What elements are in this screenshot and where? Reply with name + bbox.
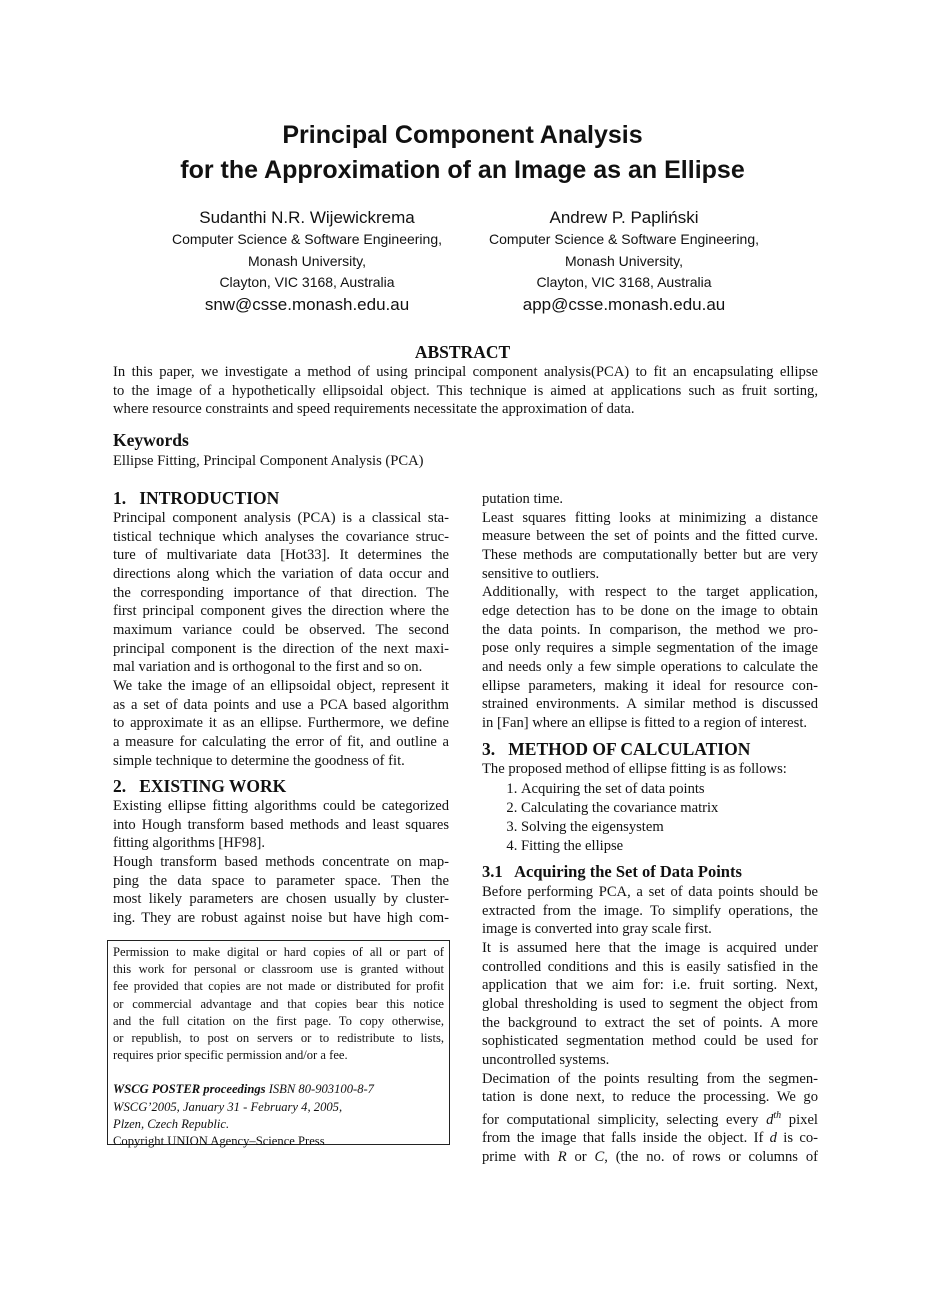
text-line: most likely parameters are chosen usually by cluster- — [113, 891, 449, 908]
method-intro — [482, 760, 818, 779]
text-line: in [Fan] where an ellipse is fitted to a region of interest. — [482, 714, 808, 731]
copyright-notice-box — [107, 940, 450, 1149]
text-line: to the image of a hypothetically ellipsoidal object. This technique is aimed at applications such as fruit sorting, — [113, 382, 818, 399]
notice-line: fee provided that copies are not made or distributed for profit — [113, 979, 444, 994]
text-line: simple technique to determine the goodness of fit. — [113, 752, 405, 769]
section-heading-method: 3. METHOD OF CALCULATION — [482, 739, 751, 759]
text-line: into Hough transform based methods and least squares — [113, 816, 449, 833]
method-step: 1. Acquiring the set of data points — [521, 780, 718, 799]
paper-title-line-2: for the Approximation of an Image as an Ellipse — [180, 156, 745, 184]
subsection-heading-acquiring: 3.1 Acquiring the Set of Data Points — [482, 862, 742, 881]
text-line: We take the image of an ellipsoidal object, represent it — [113, 677, 449, 694]
text-line: Additionally, with respect to the target application, — [482, 584, 818, 601]
text-segment: , (the no. of rows or columns of — [604, 1149, 818, 1166]
text-line: application that we aim for: i.e. fruit sorting. Next, — [482, 977, 818, 994]
notice-line: this work for personal or classroom use is granted without — [113, 962, 444, 977]
text-line: mal variation and is orthogonal to the first and so on. — [113, 659, 423, 676]
text-line — [482, 1129, 818, 1148]
author-name: Sudanthi N.R. Wijewickrema — [199, 208, 415, 227]
acquiring-body — [482, 883, 818, 1167]
text-line: These methods are computationally better but are very — [482, 546, 818, 563]
text-line: Ellipse Fitting, Principal Component Analysis (PCA) — [113, 453, 424, 469]
author-email: snw@csse.monash.edu.au — [204, 294, 410, 314]
text-line: ellipse parameters, making it ideal for resource con- — [482, 677, 818, 694]
text-line: In this paper, we investigate a method of using principal component analysis(PCA) to fit an encapsulating ellipse — [113, 364, 818, 380]
text-line: first principal component gives the direction where the — [113, 603, 449, 620]
notice-line: or republish, to post on servers or to redistribute to lists, — [113, 1031, 444, 1046]
text-line: ing. They are robust against noise but have high com- — [113, 909, 449, 926]
existing-work-body — [113, 797, 449, 928]
text-line: uncontrolled systems. — [482, 1051, 610, 1068]
author-affiliation: Clayton, VIC 3168, Australia — [536, 274, 712, 290]
text-line: the background to extract the set of points. A more — [482, 1014, 818, 1031]
text-segment: pixel — [781, 1111, 818, 1128]
text-line: sophisticated segmentation method could be used for — [482, 1033, 818, 1050]
text-line: maximum variance could be observed. The second — [113, 621, 449, 638]
text-segment: prime with — [482, 1149, 558, 1166]
text-line: Principal component analysis (PCA) is a classical sta- — [113, 510, 449, 526]
text-line: global thresholding is used to segment the object from — [482, 995, 818, 1012]
notice-line: Permission to make digital or hard copies of all or part of — [113, 945, 444, 959]
text-line: extracted from the image. To simplify operations, the — [482, 902, 818, 919]
author-affiliation: Computer Science & Software Engineering, — [171, 231, 443, 247]
conference-dates: WSCG’2005, January 31 - February 4, 2005, — [113, 1099, 343, 1114]
text-line — [482, 1148, 818, 1167]
method-step: 3. Solving the eigensystem — [521, 818, 718, 837]
method-step: 2. Calculating the covariance matrix — [521, 799, 718, 818]
text-line: controlled conditions and this is easily satisfied in the — [482, 958, 818, 975]
text-line: edge detection has to be done on the image to obtain — [482, 602, 818, 619]
keywords-heading: Keywords — [113, 430, 189, 450]
text-line: the corresponding importance of that direction. The — [113, 584, 449, 601]
text-line: strained environments. A similar method is discussed — [482, 696, 818, 713]
author-affiliation: Clayton, VIC 3168, Australia — [219, 274, 395, 290]
introduction-body — [113, 509, 449, 770]
notice-line: requires prior specific permission and/or a fee. — [113, 1048, 348, 1063]
text-line: The proposed method of ellipse fitting is as follows: — [482, 761, 787, 777]
abstract-body — [113, 363, 818, 419]
math-symbol: d — [766, 1111, 774, 1128]
section-heading-introduction: 1. INTRODUCTION — [113, 488, 280, 508]
text-line: putation time. — [482, 491, 564, 507]
text-line: pose only requires a simple segmentation of the image — [482, 640, 818, 657]
conference-location: Plzen, Czech Republic. — [113, 1116, 230, 1131]
text-line: and needs only a few simple operations to calculate the — [482, 658, 818, 675]
text-line: ture of multivariate data [Hot33]. It determines the — [113, 547, 449, 564]
method-steps-list — [482, 780, 718, 856]
text-segment: or — [566, 1149, 595, 1166]
section-heading-existing-work: 2. EXISTING WORK — [113, 776, 287, 796]
author-affiliation: Computer Science & Software Engineering, — [488, 231, 760, 247]
author-block-2 — [459, 207, 789, 316]
text-line: measure between the set of points and the fitted curve. — [482, 528, 818, 545]
text-line: Hough transform based methods concentrate on map- — [113, 853, 449, 870]
notice-line: and the full citation on the first page. To copy otherwise, — [113, 1013, 444, 1028]
text-line: the data points. In comparison, the method we pro- — [482, 621, 818, 638]
text-line: Decimation of the points resulting from the segmen- — [482, 1070, 818, 1087]
text-line: ping the data space to parameter space. Then the — [113, 872, 449, 889]
author-affiliation: Monash University, — [564, 252, 683, 269]
text-segment: for computational simplicity, selecting every — [482, 1111, 767, 1128]
text-line: image is converted into gray scale first. — [482, 921, 712, 938]
text-line: sensitive to outliers. — [482, 565, 600, 582]
text-line: Before performing PCA, a set of data points should be — [482, 884, 818, 900]
keywords-body — [113, 452, 818, 471]
math-symbol: th — [773, 1109, 782, 1121]
math-symbol: d — [769, 1130, 777, 1147]
text-line: as a set of data points and use a PCA based algorithm — [113, 696, 449, 713]
text-segment: from the image that falls inside the object. If — [482, 1130, 770, 1147]
author-block-1 — [142, 207, 472, 316]
text-line: Existing ellipse fitting algorithms could be categorized — [113, 798, 449, 814]
text-line: tation is done next, to reduce the processing. We go — [482, 1089, 818, 1106]
author-name: Andrew P. Papliński — [549, 208, 699, 227]
text-line: principal component is the direction of the next maxi- — [113, 640, 449, 657]
text-line: a measure for calculating the error of fit, and outline a — [113, 733, 449, 750]
author-affiliation: Monash University, — [247, 252, 366, 269]
text-line: Least squares fitting looks at minimizing a distance — [482, 509, 818, 526]
copyright-line: Copyright UNION Agency–Science Press — [113, 1134, 325, 1149]
proceedings-label: WSCG POSTER proceedings — [113, 1082, 266, 1097]
abstract-heading: ABSTRACT — [414, 342, 511, 362]
notice-line: or commercial advantage and that copies bear this notice — [113, 996, 444, 1011]
text-line: where resource constraints and speed requirements necessitate the approximation of data. — [113, 401, 635, 418]
text-segment: is co- — [776, 1130, 818, 1147]
existing-work-body-continued — [482, 490, 818, 733]
paper-title-line-1: Principal Component Analysis — [282, 121, 643, 149]
method-step: 4. Fitting the ellipse — [521, 837, 718, 856]
text-line: fitting algorithms [HF98]. — [113, 835, 266, 852]
isbn: ISBN 80-903100-8-7 — [265, 1082, 374, 1097]
text-line: directions along which the variation of data occur and — [113, 565, 449, 582]
math-symbol: R — [557, 1149, 567, 1166]
author-email: app@csse.monash.edu.au — [522, 294, 726, 314]
text-line: tistical technique which analyses the covariance struc- — [113, 528, 449, 545]
math-symbol: C — [594, 1149, 605, 1166]
text-line — [482, 1107, 818, 1130]
text-line: to approximate it as an ellipse. Furthermore, we define — [113, 715, 449, 732]
text-line: It is assumed here that the image is acquired under — [482, 939, 818, 956]
